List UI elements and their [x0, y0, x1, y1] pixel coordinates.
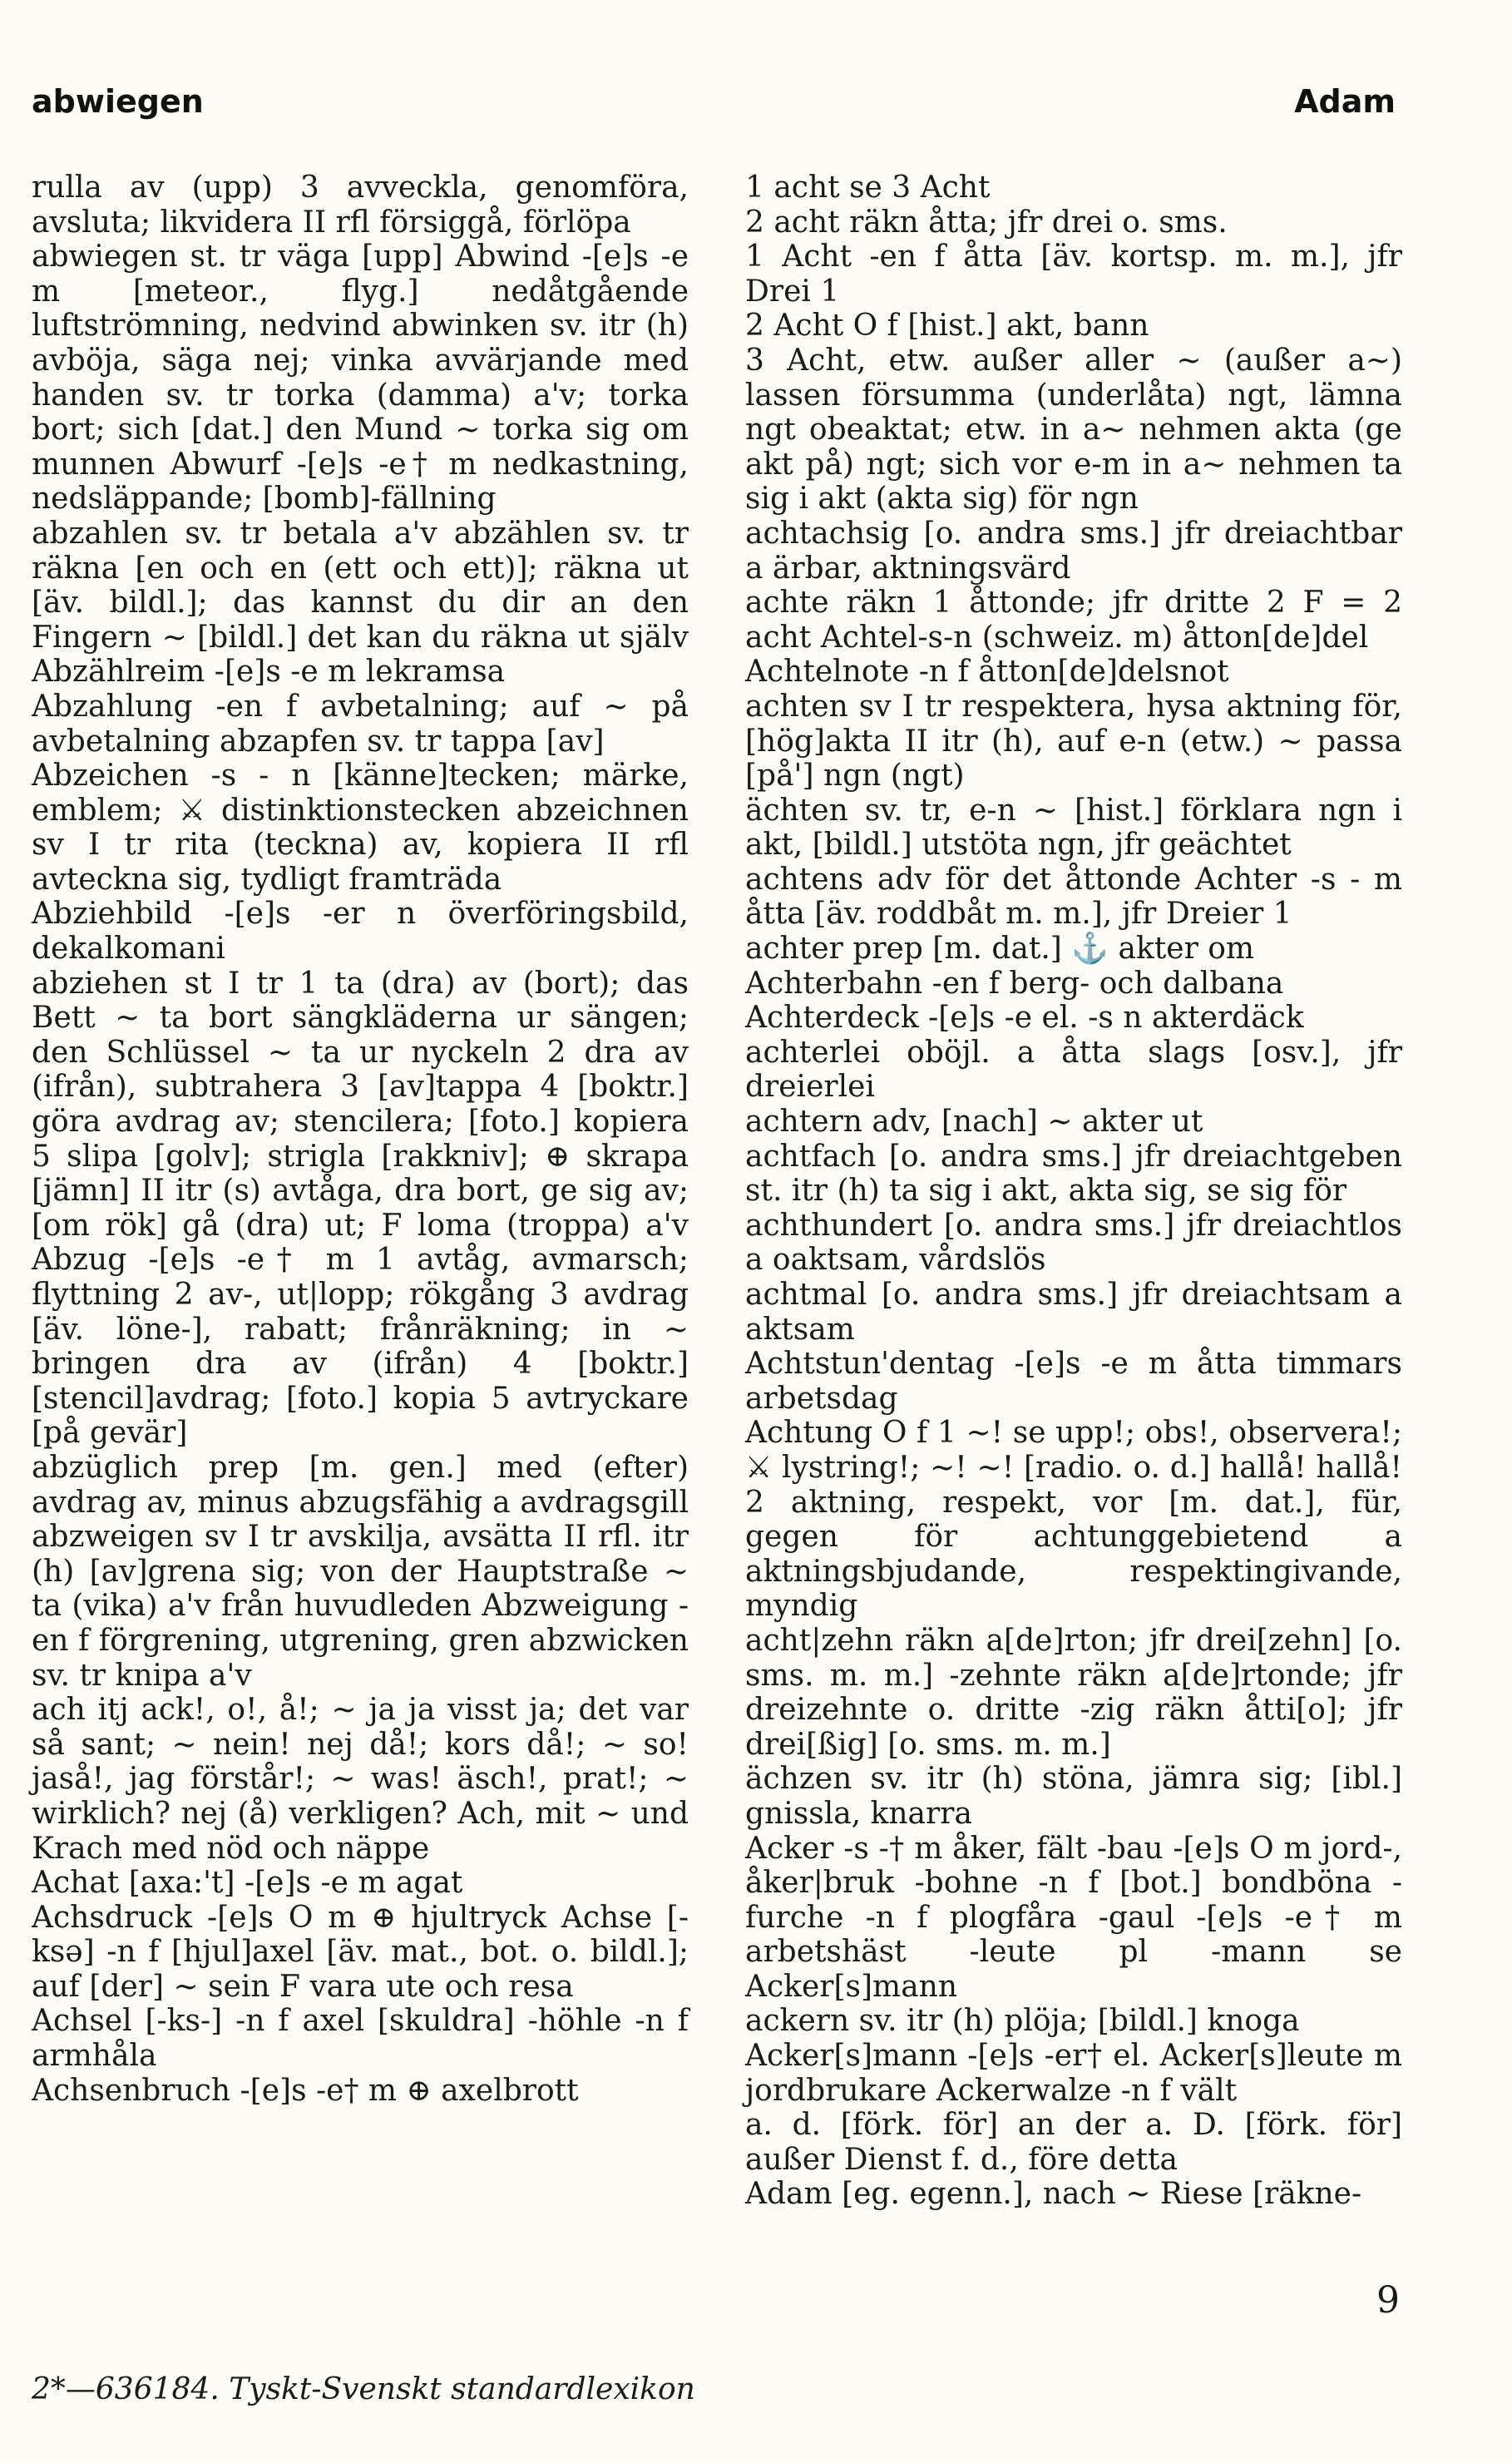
entry: Abzahlung -en f avbetalning; auf ~ på avbetalning abzapfen sv. tr tappa [av]: [32, 689, 689, 759]
entry: acht|zehn räkn a[de]rton; jfr drei[zehn] [o. sms. m. m.] -zehnte räkn a[de]rtonde; jfr dreizehnte o. dritte -zig räkn åtti[o]; jfr drei[ßig] [o. sms. m. m.]: [745, 1623, 1402, 1762]
entry: ackern sv. itr (h) plöja; [bildl.] knoga: [745, 2004, 1300, 2039]
entry: Acker[s]mann -[e]s -er† el. Acker[s]leute m jordbrukare Ackerwalze -n f vält: [745, 2039, 1402, 2108]
entry: 1 Acht -en f åtta [äv. kortsp. m. m.], jfr Drei 1: [745, 240, 1402, 309]
entry: Achterbahn -en f berg- och dalbana: [745, 966, 1284, 1001]
entry: achterlei oböjl. a åtta slags [osv.], jfr dreierlei: [745, 1035, 1402, 1105]
entry: Achtelnote -n f åtton[de]delsnot: [745, 655, 1229, 690]
entry: a. d. [förk. för] an der a. D. [förk. för] außer Dienst f. d., före detta: [745, 2108, 1402, 2177]
entry: achte räkn 1 åttonde; jfr dritte 2 F = 2 acht Achtel-s-n (schweiz. m) åtton[de]del: [745, 586, 1402, 655]
entry: achtachsig [o. andra sms.] jfr dreiachtbar a ärbar, aktningsvärd: [745, 516, 1402, 586]
entry: 2 acht räkn åtta; jfr drei o. sms.: [745, 205, 1228, 240]
footer-imprint: 2*—636184. Tyskt-Svenskt standardlexikon: [32, 2372, 695, 2406]
entry: abzüglich prep [m. gen.] med (efter) avdrag av, minus abzugsfähig a avdragsgill abzweigen sv I tr avskilja, avsätta II rfl. itr (h) [av]grena sig; von der Hauptstraße ~ ta (vika) a'v från huvudleden Abzweigung -en f förgrening, utgrening, gren abzwicken sv. tr knipa a'v: [32, 1450, 689, 1693]
running-head-left: abwiegen: [32, 83, 204, 120]
entry: achtern adv, [nach] ~ akter ut: [745, 1105, 1203, 1140]
left-column: [32, 171, 689, 2108]
entry: Achsenbruch -[e]s -e† m ⊕ axelbrott: [32, 2073, 579, 2108]
entry: Achsel [-ks-] -n f axel [skuldra] -höhle -n f armhåla: [32, 2004, 689, 2074]
entry: Adam [eg. egenn.], nach ~ Riese [räkne-: [745, 2177, 1362, 2212]
entry: Achsdruck -[e]s O m ⊕ hjultryck Achse [-ksə] -n f [hjul]axel [äv. mat., bot. o. bildl.]; auf [der] ~ sein F vara ute och resa: [32, 1900, 689, 2004]
entry: achtens adv för det åttonde Achter -s - m åtta [äv. roddbåt m. m.], jfr Dreier 1: [745, 862, 1402, 932]
entry: achtmal [o. andra sms.] jfr dreiachtsam a aktsam: [745, 1278, 1402, 1347]
entry: ach itj ack!, o!, å!; ~ ja ja visst ja; det var så sant; ~ nein! nej då!; kors då!; ~ so! jaså!, jag förstår!; ~ was! äsch!, prat!; ~ wirklich? nej (å) verkligen? Ach, mit ~ und Krach med nöd och näppe: [32, 1693, 689, 1866]
entry: abziehen st I tr 1 ta (dra) av (bort); das Bett ~ ta bort sängkläderna ur sängen; den Schlüssel ~ ta ur nyckeln 2 dra av (ifrån), subtrahera 3 [av]tappa 4 [boktr.] göra avdrag av; stencilera; [foto.] kopiera 5 slipa [golv]; strigla [rakkniv]; ⊕ skrapa [jämn] II itr (s) avtåga, dra bort, ge sig av; [om rök] gå (dra) ut; F loma (troppa) a'v Abzug -[e]s -e† m 1 avtåg, avmarsch; flyttning 2 av-, ut|lopp; rökgång 3 avdrag [äv. löne-], rabatt; frånräkning; in ~ bringen dra av (ifrån) 4 [boktr.] [stencil]avdrag; [foto.] kopia 5 avtryckare [på gevär]: [32, 966, 689, 1451]
entry: Acker -s -† m åker, fält -bau -[e]s O m jord-, åker|bruk -bohne -n f [bot.] bondböna -furche -n f plogfåra -gaul -[e]s -e† m arbetshäst -leute pl -mann se Acker[s]mann: [745, 1831, 1402, 2004]
entry: rulla av (upp) 3 avveckla, genomföra, avsluta; likvidera II rfl försiggå, förlöpa: [32, 171, 689, 240]
entry: ächzen sv. itr (h) stöna, jämra sig; [ibl.] gnissla, knarra: [745, 1762, 1402, 1831]
entry: Achtstun'dentag -[e]s -e m åtta timmars arbetsdag: [745, 1347, 1402, 1416]
entry: achter prep [m. dat.] ⚓ akter om: [745, 932, 1255, 967]
entry: achtfach [o. andra sms.] jfr dreiachtgeben st. itr (h) ta sig i akt, akta sig, se sig för: [745, 1139, 1402, 1209]
entry: Achat [axa:'t] -[e]s -e m agat: [32, 1866, 463, 1901]
right-column: [745, 171, 1402, 2212]
entry: Achtung O f 1 ~! se upp!; obs!, observera!; ⚔ lystring!; ~! ~! [radio. o. d.] hallå! hallå! 2 aktning, respekt, vor [m. dat.], für, gegen för achtunggebietend a aktningsbjudande, respektingivande, myndig: [745, 1416, 1402, 1624]
entry: achthundert [o. andra sms.] jfr dreiachtlos a oaktsam, vårdslös: [745, 1208, 1402, 1278]
entry: abwiegen st. tr väga [upp] Abwind -[e]s -e m [meteor., flyg.] nedåtgående luftströmning, nedvind abwinken sv. itr (h) avböja, säga nej; vinka avvärjande med handen sv. tr torka (damma) a'v; torka bort; sich [dat.] den Mund ~ torka sig om munnen Abwurf -[e]s -e† m nedkastning, nedsläppande; [bomb]-fällning: [32, 240, 689, 517]
entry: achten sv I tr respektera, hysa aktning för, [hög]akta II itr (h), auf e-n (etw.) ~ passa [på'] ngn (ngt): [745, 689, 1402, 794]
entry: Abziehbild -[e]s -er n överföringsbild, dekalkomani: [32, 897, 689, 967]
running-head-right: Adam: [1294, 83, 1396, 120]
entry: Abzeichen -s - n [känne]tecken; märke, emblem; ⚔ distinktionstecken abzeichnen sv I tr rita (teckna) av, kopiera II rfl avteckna sig, tydligt framträda: [32, 759, 689, 897]
entry: 2 Acht O f [hist.] akt, bann: [745, 309, 1149, 344]
entry: abzahlen sv. tr betala a'v abzählen sv. tr räkna [en och en (ett och ett)]; räkna ut [äv. bildl.]; das kannst du dir an den Fingern ~ [bildl.] det kan du räkna ut själv Abzählreim -[e]s -e m lekramsa: [32, 516, 689, 690]
entry: 1 acht se 3 Acht: [745, 171, 991, 205]
entry: 3 Acht, etw. außer aller ~ (außer a~) lassen försumma (underlåta) ngt, lämna ngt obeaktat; etw. in a~ nehmen akta (ge akt på) ngt; sich vor e-m in a~ nehmen ta sig i akt (akta sig) för ngn: [745, 343, 1402, 517]
entry: ächten sv. tr, e-n ~ [hist.] förklara ngn i akt, [bildl.] utstöta ngn, jfr geächtet: [745, 793, 1402, 863]
entry: Achterdeck -[e]s -e el. -s n akterdäck: [745, 1001, 1304, 1036]
page-number: 9: [1376, 2279, 1400, 2322]
